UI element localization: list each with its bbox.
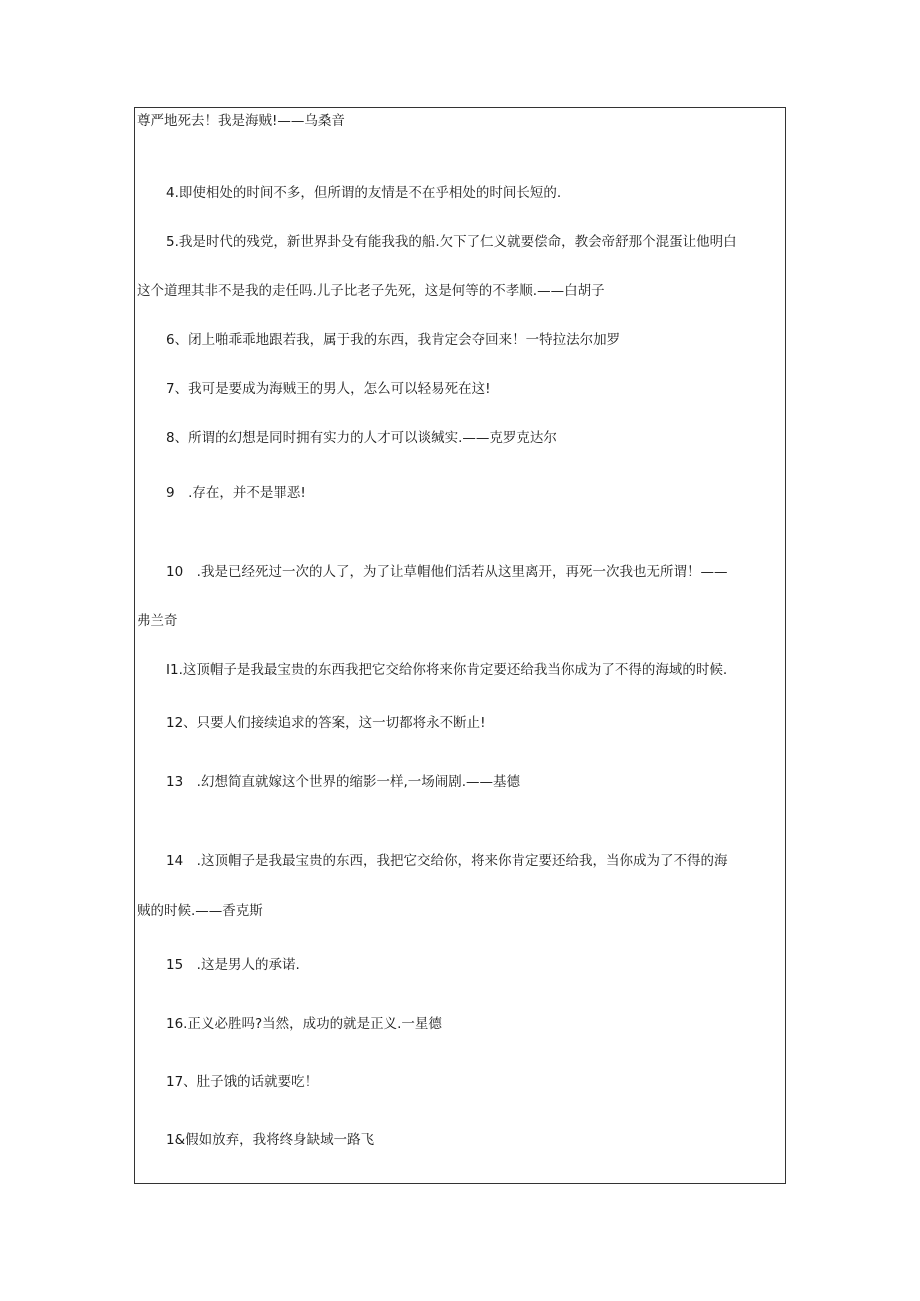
text-line-11: I1.这顶帽子是我最宝贵的东西我把它交给你将来你肯定要还给我当你成为了不得的海域的时候. (166, 662, 728, 678)
text-line-7: 8、所谓的幻想是同时拥有实力的人才可以谈缄实.——克罗克达尔 (166, 430, 557, 446)
text-line-18: 17、肚子饿的话就要吃！ (166, 1074, 319, 1090)
text-line-6: 7、我可是要成为海贼王的男人，怎么可以轻易死在这! (166, 381, 491, 397)
text-line-9: 10 .我是已经死过一次的人了，为了让草帽他们活若从这里离开，再死一次我也无所谓！—— (166, 564, 728, 580)
text-line-16: 15 .这是男人的承诺. (166, 957, 300, 973)
text-line-14: 14 .这顶帽子是我最宝贵的东西，我把它交给你，将来你肯定要还给我，当你成为了不得的海 (166, 853, 728, 869)
text-line-15: 贼的时候.——香克斯 (137, 903, 263, 919)
text-line-1: 尊严地死去！我是海贼!——乌桑音 (137, 113, 345, 129)
text-line-12: 12、只要人们接续追求的答案，这一切都将永不断止! (166, 715, 486, 731)
text-line-2: 4.即使相处的时间不多，但所谓的友情是不在乎相处的时间长短的. (166, 185, 562, 201)
text-line-5: 6、闭上啪乖乖地跟若我，属于我的东西，我肯定会夺回来！一特拉法尔加罗 (166, 332, 621, 348)
text-line-4: 这个道理其非不是我的走任吗.儿子比老子先死，这是何等的不孝顺.——白胡子 (137, 283, 605, 299)
text-line-3: 5.我是时代的残党，新世界卦殳有能我我的船.欠下了仁义就要偿命，教会帝舒那个混蛋让他明白 (166, 234, 737, 250)
text-line-8: 9 .存在，并不是罪恶! (166, 485, 306, 501)
text-line-10: 弗兰奇 (137, 613, 178, 629)
text-line-19: 1&假如放弃，我将终身缺域一路飞 (166, 1132, 375, 1148)
text-line-17: 16.正义必胜吗?当然，成功的就是正义.一星德 (166, 1016, 442, 1032)
text-line-13: 13 .幻想简直就嫁这个世界的缩影一样,一场闹剧.——基德 (166, 774, 521, 790)
